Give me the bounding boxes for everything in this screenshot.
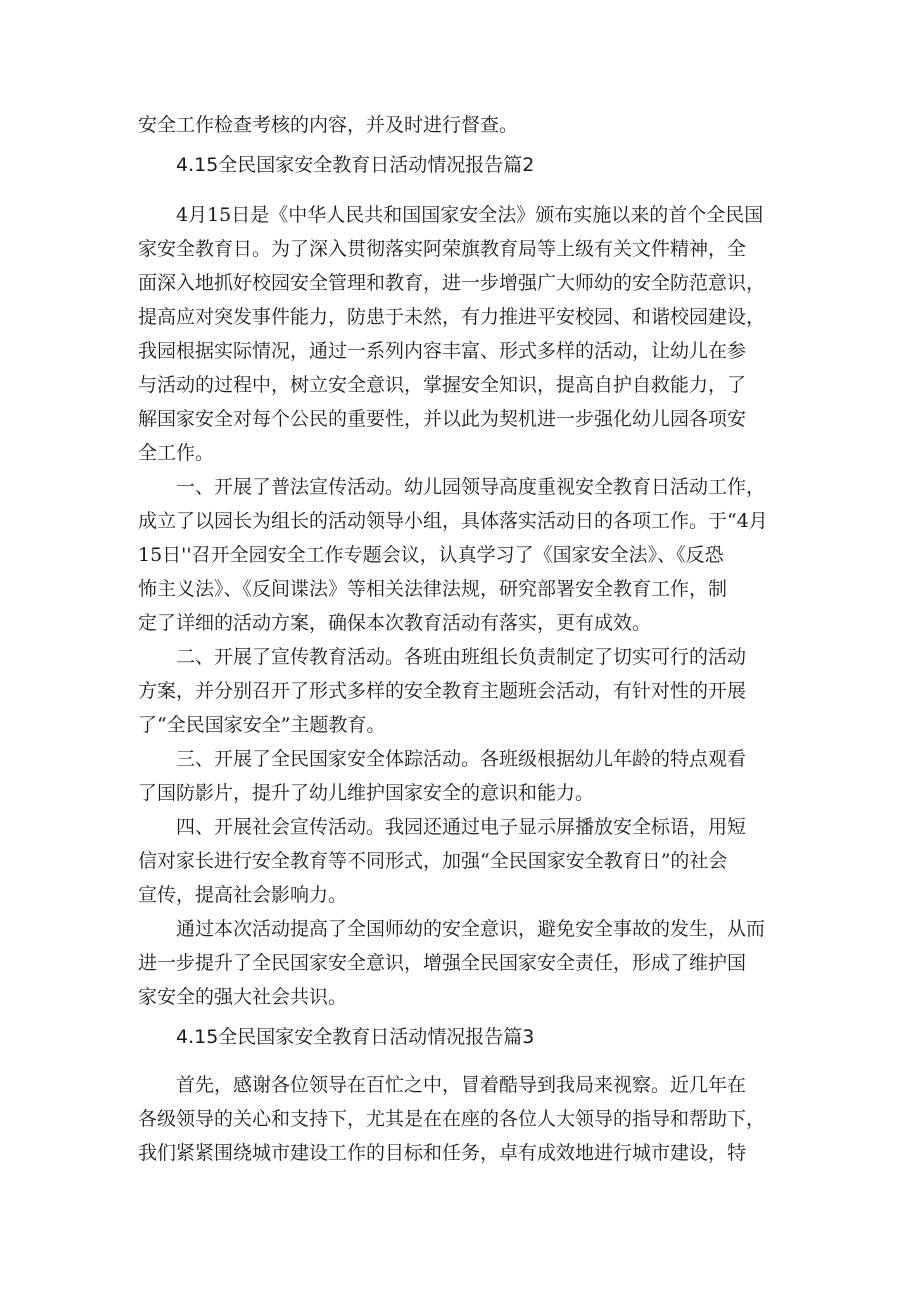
text-line: 提高应对突发事件能力，防患于未然，有力推进平安校园、和谐校园建设， xyxy=(138,306,766,328)
text-line: 安全工作检查考核的内容，并及时进行督查。 xyxy=(138,114,519,136)
text-line: 成立了以园长为组长的活动领导小组，具体落实活动日的各项工作。于“4月 xyxy=(138,510,768,532)
text-line: 二、开展了宣传教育活动。各班由班组长负责制定了切实可行的活动 xyxy=(176,646,747,668)
text-line: 首先，感谢各位领导在百忙之中，冒着酷导到我局来视察。近几年在 xyxy=(176,1074,747,1096)
section-heading: 4.15全民国家安全教育日活动情况报告篇2 xyxy=(176,154,535,176)
text-line: 一、开展了普法宣传活动。幼儿园领导高度重视安全教育日活动工作， xyxy=(176,476,766,498)
text-line: 与活动的过程中，树立安全意识，掌握安全知识，提高自护自救能力，了 xyxy=(138,374,747,396)
text-line: 宣传，提高社会影响力。 xyxy=(138,884,348,906)
text-line: 了国防影片，提升了幼儿维护国家安全的意识和能力。 xyxy=(138,782,595,804)
text-line: 15日''召开全园安全工作专题会议，认真学习了《国家安全法》、《反恐 xyxy=(138,544,724,566)
text-line: 进一步提升了全民国家安全意识，增强全民国家安全责任，形成了维护国 xyxy=(138,952,747,974)
text-line: 我园根据实际情况，通过一系列内容丰富、形式多样的活动，让幼儿在参 xyxy=(138,340,747,362)
text-line: 全工作。 xyxy=(138,442,215,464)
text-line: 定了详细的活动方案，确保本次教育活动有落实，更有成效。 xyxy=(138,612,652,634)
text-line: 怖主义法》、《反间谍法》等相关法律法规，研究部署安全教育工作，制 xyxy=(138,578,728,600)
text-line: 我们紧紧围绕城市建设工作的目标和任务，卓有成效地进行城市建设，特 xyxy=(138,1142,747,1164)
text-line: 4月15日是《中华人民共和国国家安全法》颁布实施以来的首个全民国 xyxy=(176,204,764,226)
section-heading: 4.15全民国家安全教育日活动情况报告篇3 xyxy=(176,1026,535,1048)
text-line: 解国家安全对每个公民的重要性，并以此为契机进一步强化幼儿园各项安 xyxy=(138,408,747,430)
text-line: 四、开展社会宣传活动。我园还通过电子显示屏播放安全标语，用短 xyxy=(176,816,747,838)
text-line: 面深入地抓好校园安全管理和教育，进一步增强广大师幼的安全防范意识， xyxy=(138,272,766,294)
text-line: 了“全民国家安全”主题教育。 xyxy=(138,714,386,736)
text-line: 信对家长进行安全教育等不同形式，加强“全民国家安全教育日”的社会 xyxy=(138,850,728,872)
text-line: 三、开展了全民国家安全体踪活动。各班级根据幼儿年龄的特点观看 xyxy=(176,748,747,770)
text-line: 通过本次活动提高了全国师幼的安全意识，避免安全事故的发生，从而 xyxy=(176,918,766,940)
text-line: 方案，并分别召开了形式多样的安全教育主题班会活动，有针对性的开展 xyxy=(138,680,747,702)
text-line: 各级领导的关心和支持下，尤其是在在座的各位人大领导的指导和帮助下， xyxy=(138,1108,766,1130)
text-line: 家安全的强大社会共识。 xyxy=(138,986,348,1008)
text-line: 家安全教育日。为了深入贯彻落实阿荣旗教育局等上级有关文件精神，全 xyxy=(138,238,747,260)
